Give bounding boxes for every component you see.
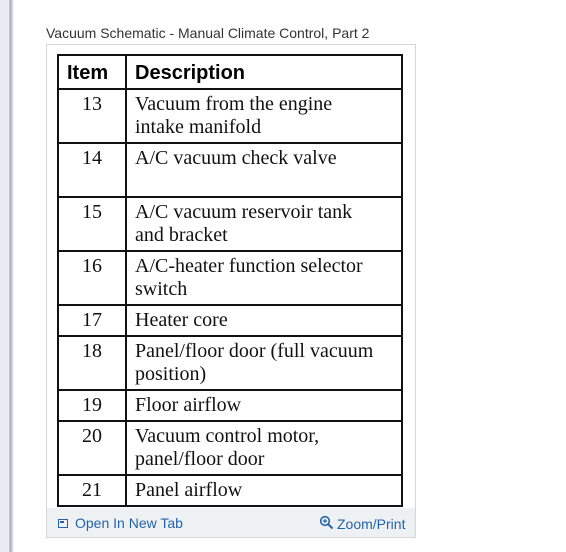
item-description: Heater core	[126, 305, 402, 336]
item-number: 17	[58, 305, 126, 336]
table-row	[58, 475, 402, 506]
item-description: Panel airflow	[126, 475, 402, 506]
item-number: 15	[58, 197, 126, 251]
table-header-row	[58, 55, 402, 89]
item-description: A/C-heater function selector switch	[126, 251, 402, 305]
table-row	[58, 251, 402, 305]
zoom-print-label: Zoom/Print	[337, 516, 406, 532]
item-description: Panel/floor door (full vacuum position)	[126, 336, 402, 390]
open-in-new-tab-link[interactable]	[58, 515, 183, 531]
window-left-edge	[0, 0, 14, 552]
magnifier-icon	[319, 515, 334, 533]
table-row	[58, 197, 402, 251]
open-new-tab-icon	[58, 519, 68, 528]
item-number: 13	[58, 89, 126, 143]
item-description: Vacuum control motor, panel/floor door	[126, 421, 402, 475]
item-description: A/C vacuum check valve	[126, 143, 402, 197]
item-description: Floor airflow	[126, 390, 402, 421]
zoom-print-link[interactable]	[319, 515, 405, 533]
item-number: 18	[58, 336, 126, 390]
table-row	[58, 305, 402, 336]
item-number: 14	[58, 143, 126, 197]
table-row	[58, 143, 402, 197]
item-description: Vacuum from the engine intake manifold	[126, 89, 402, 143]
table-row	[58, 390, 402, 421]
header-item: Item	[58, 55, 126, 89]
figure-caption: Vacuum Schematic - Manual Climate Control, Part 2	[46, 25, 370, 41]
table-row	[58, 336, 402, 390]
header-description: Description	[126, 55, 402, 89]
item-number: 20	[58, 421, 126, 475]
open-in-new-tab-label: Open In New Tab	[75, 515, 183, 531]
table-row	[58, 421, 402, 475]
parts-table	[57, 54, 403, 507]
item-number: 19	[58, 390, 126, 421]
item-number: 16	[58, 251, 126, 305]
item-description: A/C vacuum reservoir tank and bracket	[126, 197, 402, 251]
item-number: 21	[58, 475, 126, 506]
table-row	[58, 89, 402, 143]
